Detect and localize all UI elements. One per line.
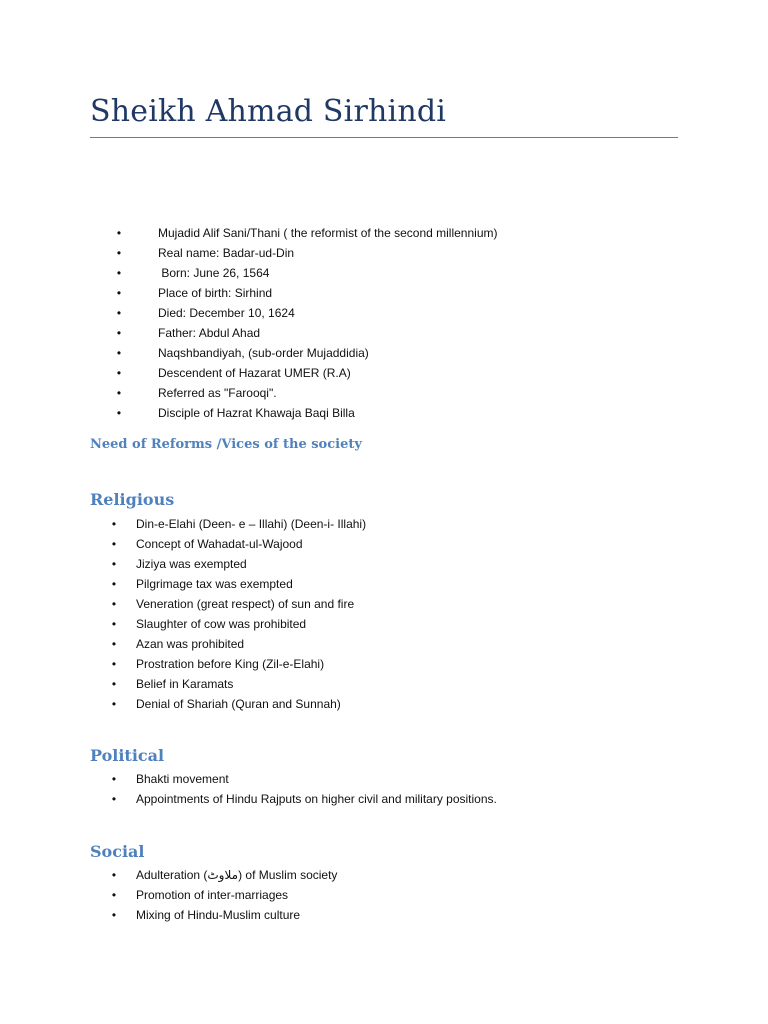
list-item: • Slaughter of cow was prohibited: [109, 614, 669, 634]
bullet: •: [116, 346, 122, 360]
list-item: • Pilgrimage tax was exempted: [109, 574, 669, 594]
bullet: •: [111, 772, 117, 786]
list-item: • Appointments of Hindu Rajputs on higher civil and military positions.: [109, 789, 669, 809]
religious-list: [109, 514, 669, 714]
document-title: Sheikh Ahmad Sirhindi: [90, 94, 447, 129]
list-item: • Denial of Shariah (Quran and Sunnah): [109, 694, 669, 714]
bullet: •: [111, 517, 117, 531]
list-item: • Veneration (great respect) of sun and fire: [109, 594, 669, 614]
bullet: •: [116, 226, 122, 240]
bullet: •: [111, 868, 117, 882]
list-item: • Naqshbandiyah, (sub-order Mujaddidia): [108, 343, 628, 363]
bullet: •: [111, 617, 117, 631]
bullet: •: [116, 386, 122, 400]
bullet: •: [116, 366, 122, 380]
religious-heading: Religious: [90, 490, 175, 509]
social-heading: Social: [90, 842, 145, 861]
list-item: • Concept of Wahadat-ul-Wajood: [109, 534, 669, 554]
list-item: • Mixing of Hindu-Muslim culture: [109, 905, 669, 925]
list-item: • Born: June 26, 1564: [108, 263, 628, 283]
list-item: • Mujadid Alif Sani/Thani ( the reformist of the second millennium): [108, 223, 628, 243]
need-of-reforms-heading: Need of Reforms /Vices of the society: [90, 437, 362, 452]
facts-list: [108, 223, 628, 423]
bullet: •: [111, 597, 117, 611]
bullet: •: [111, 908, 117, 922]
list-item: • Bhakti movement: [109, 769, 669, 789]
list-item: • Azan was prohibited: [109, 634, 669, 654]
bullet: •: [116, 406, 122, 420]
bullet: •: [116, 266, 122, 280]
bullet: •: [111, 637, 117, 651]
list-item: • Din-e-Elahi (Deen- e – Illahi) (Deen-i- Illahi): [109, 514, 669, 534]
bullet: •: [116, 306, 122, 320]
list-item: • Died: December 10, 1624: [108, 303, 628, 323]
political-list: [109, 769, 669, 809]
bullet: •: [111, 792, 117, 806]
list-item: • Promotion of inter-marriages: [109, 885, 669, 905]
bullet: •: [116, 326, 122, 340]
bullet: •: [111, 677, 117, 691]
bullet: •: [116, 286, 122, 300]
bullet: •: [116, 246, 122, 260]
list-item: • Belief in Karamats: [109, 674, 669, 694]
bullet: •: [111, 557, 117, 571]
list-item: • Disciple of Hazrat Khawaja Baqi Billa: [108, 403, 628, 423]
bullet: •: [111, 657, 117, 671]
title-underline: [90, 137, 678, 138]
bullet: •: [111, 537, 117, 551]
list-item: • Prostration before King (Zil-e-Elahi): [109, 654, 669, 674]
list-item: • Referred as "Farooqi".: [108, 383, 628, 403]
list-item: • Real name: Badar-ud-Din: [108, 243, 628, 263]
list-item: • Jiziya was exempted: [109, 554, 669, 574]
list-item: • Place of birth: Sirhind: [108, 283, 628, 303]
list-item: • Adulteration (ملاوٹ) of Muslim society: [109, 865, 669, 885]
bullet: •: [111, 697, 117, 711]
list-item: • Father: Abdul Ahad: [108, 323, 628, 343]
social-list: [109, 865, 669, 925]
bullet: •: [111, 888, 117, 902]
bullet: •: [111, 577, 117, 591]
political-heading: Political: [90, 746, 165, 765]
list-item: • Descendent of Hazarat UMER (R.A): [108, 363, 628, 383]
